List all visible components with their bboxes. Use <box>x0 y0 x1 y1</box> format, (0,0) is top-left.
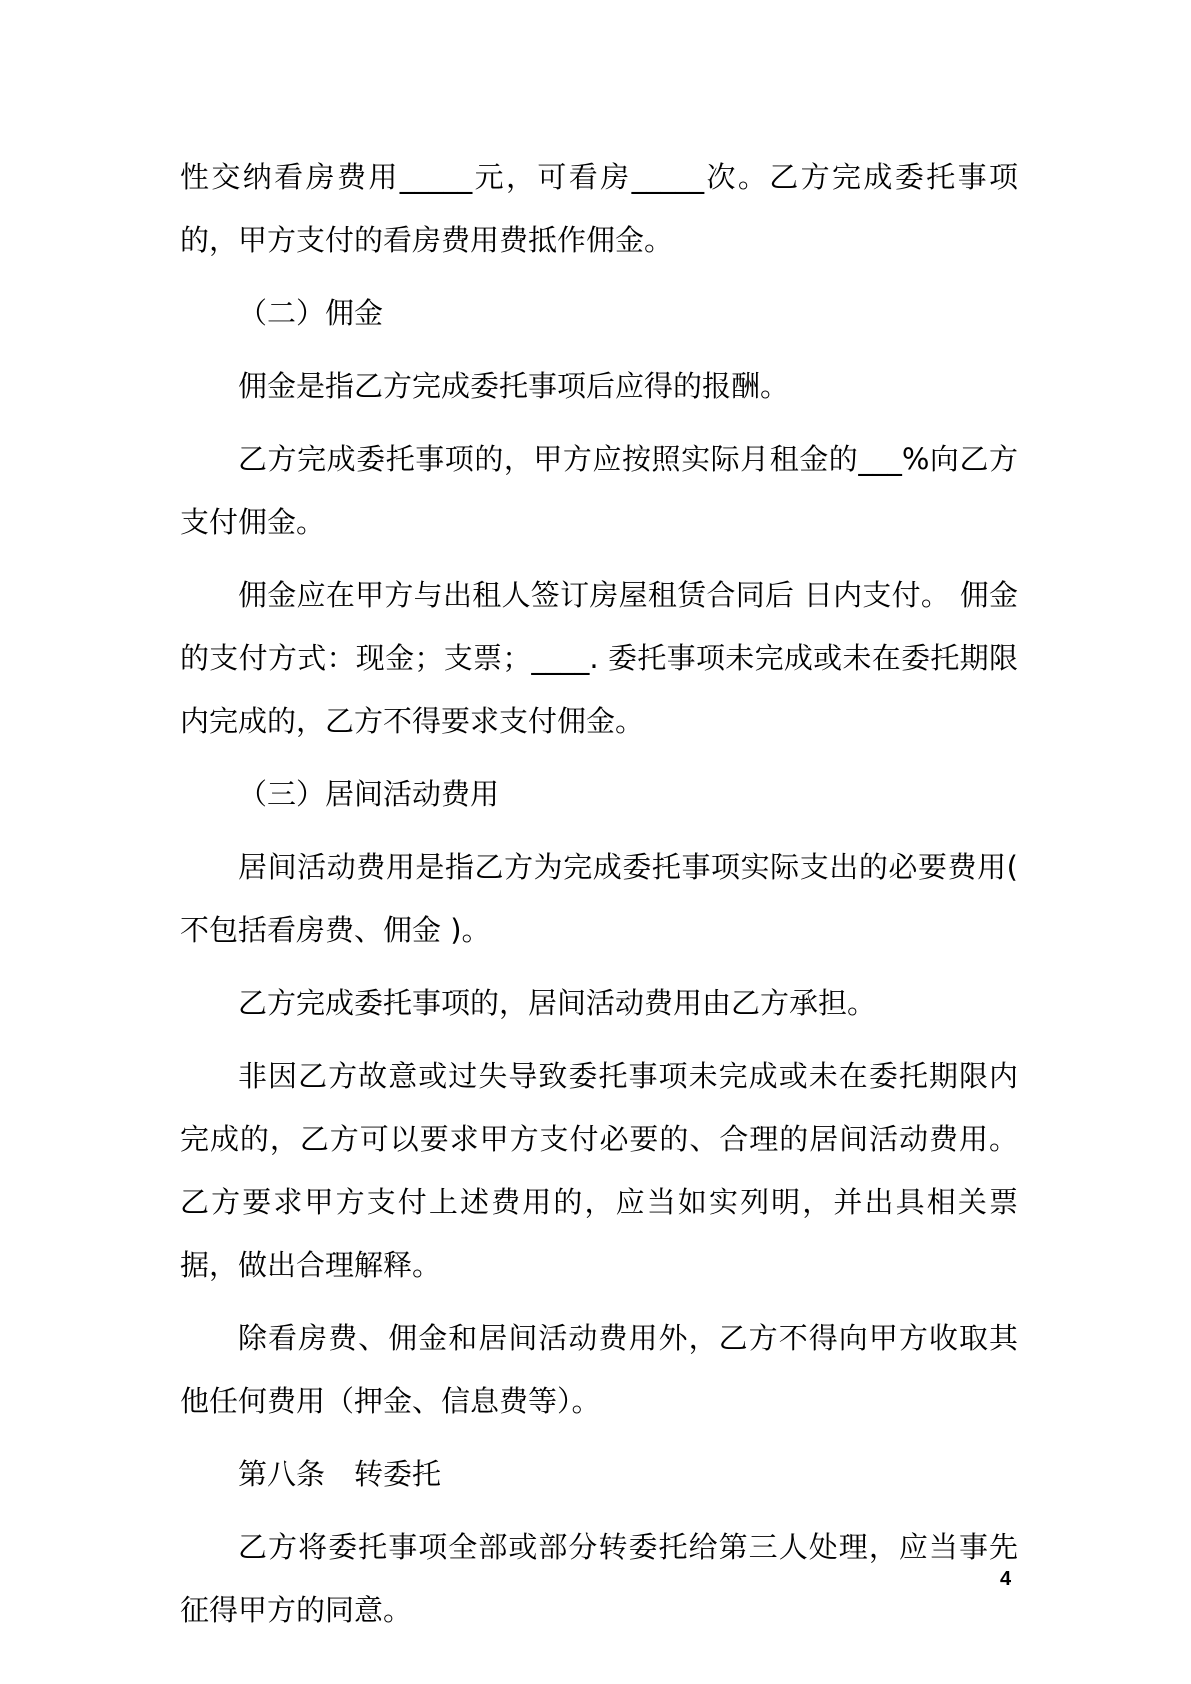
article-heading-subdelegation: 第八条 转委托 <box>238 1457 442 1491</box>
page-number: 4 <box>1000 1568 1012 1590</box>
paragraph-no-other-fees: 除看房费、佣金和居间活动费用外，乙方不得向甲方收取其他任何费用（押金、信息费等）。 <box>180 1321 1018 1418</box>
section-heading-commission: （二）佣金 <box>238 296 384 330</box>
paragraph-brokerage-expenses-reimbursement: 非因乙方故意或过失导致委托事项未完成或未在委托期限内完成的，乙方可以要求甲方支付必要的、合理的居间活动费用。乙方要求甲方支付上述费用的，应当如实列明，并出具相关票据，做出合理解释。 <box>180 1059 1018 1282</box>
paragraph-commission-definition: 佣金是指乙方完成委托事项后应得的报酬。 <box>238 369 790 403</box>
paragraph-commission-rate: 乙方完成委托事项的，甲方应按照实际月租金的___%向乙方支付佣金。 <box>180 442 1018 539</box>
paragraph-commission-payment: 佣金应在甲方与出租人签订房屋租赁合同后 日内支付。 佣金的支付方式：现金；支票；____. 委托事项未完成或未在委托期限内完成的，乙方不得要求支付佣金。 <box>180 578 1018 738</box>
document-body <box>180 146 1018 1652</box>
section-heading-brokerage-expenses: （三）居间活动费用 <box>238 777 500 811</box>
paragraph-brokerage-expenses-borne: 乙方完成委托事项的，居间活动费用由乙方承担。 <box>238 986 877 1020</box>
paragraph-subdelegation-consent: 乙方将委托事项全部或部分转委托给第三人处理，应当事先征得甲方的同意。 <box>180 1530 1018 1627</box>
paragraph-continuation: 性交纳看房费用_____元，可看房_____次。乙方完成委托事项的，甲方支付的看房费用费抵作佣金。 <box>180 160 1018 257</box>
paragraph-brokerage-expenses-definition: 居间活动费用是指乙方为完成委托事项实际支出的必要费用( 不包括看房费、佣金 )。 <box>180 850 1018 947</box>
